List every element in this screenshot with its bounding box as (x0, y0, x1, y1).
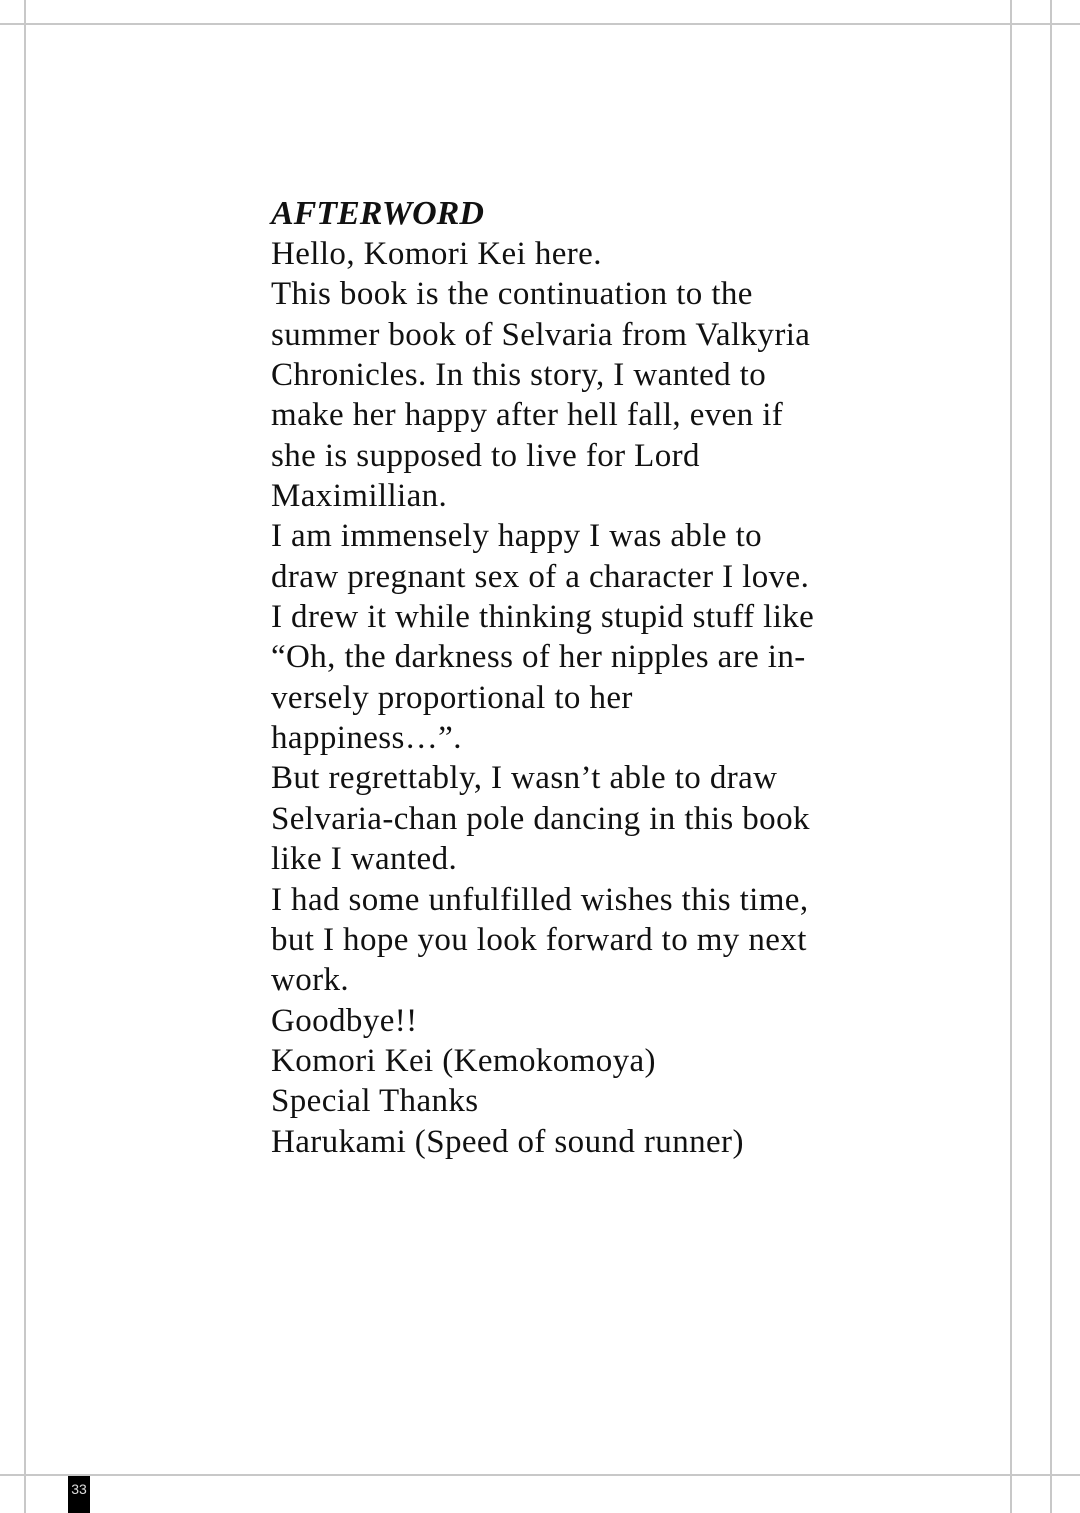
text-line: “Oh, the darkness of her nipples are in- (271, 639, 806, 676)
text-line: work. (271, 962, 350, 999)
text-line: Harukami (Speed of sound runner) (271, 1123, 744, 1160)
text-line: I had some unfulfilled wishes this time, (271, 881, 809, 918)
text-line: versely proportional to her (271, 679, 633, 716)
text-line: draw pregnant sex of a character I love. (271, 558, 810, 595)
text-line: Komori Kei (Kemokomoya) (271, 1042, 656, 1079)
text-line: I am immensely happy I was able to (271, 518, 763, 555)
text-line: like I wanted. (271, 841, 458, 878)
text-line: Selvaria-chan pole dancing in this book (271, 800, 810, 837)
text-line: happiness…”. (271, 720, 462, 757)
text-line: Special Thanks (271, 1083, 479, 1120)
afterword-title: AFTERWORD (271, 195, 484, 232)
text-line: she is supposed to live for Lord (271, 437, 700, 474)
frame-line-right-inner (1010, 0, 1012, 1513)
text-line: Hello, Komori Kei here. (271, 236, 602, 272)
frame-line-top (0, 23, 1080, 25)
text-line: Maximillian. (271, 478, 448, 515)
frame-line-bottom (0, 1474, 1080, 1476)
afterword-body (271, 194, 931, 1162)
afterword-lines (271, 234, 931, 1162)
frame-line-right-outer (1050, 0, 1052, 1513)
text-line: But regrettably, I wasn’t able to draw (271, 760, 778, 797)
text-line: Goodbye!! (271, 1002, 418, 1039)
text-line: Chronicles. In this story, I wanted to (271, 357, 767, 394)
page-number: 33 (68, 1476, 90, 1513)
text-line: This book is the continuation to the (271, 276, 753, 313)
text-line: I drew it while thinking stupid stuff like (271, 599, 815, 636)
text-line: make her happy after hell fall, even if (271, 397, 784, 434)
text-line: summer book of Selvaria from Valkyria (271, 316, 811, 353)
frame-line-left (24, 0, 26, 1513)
text-line: but I hope you look forward to my next (271, 921, 807, 958)
